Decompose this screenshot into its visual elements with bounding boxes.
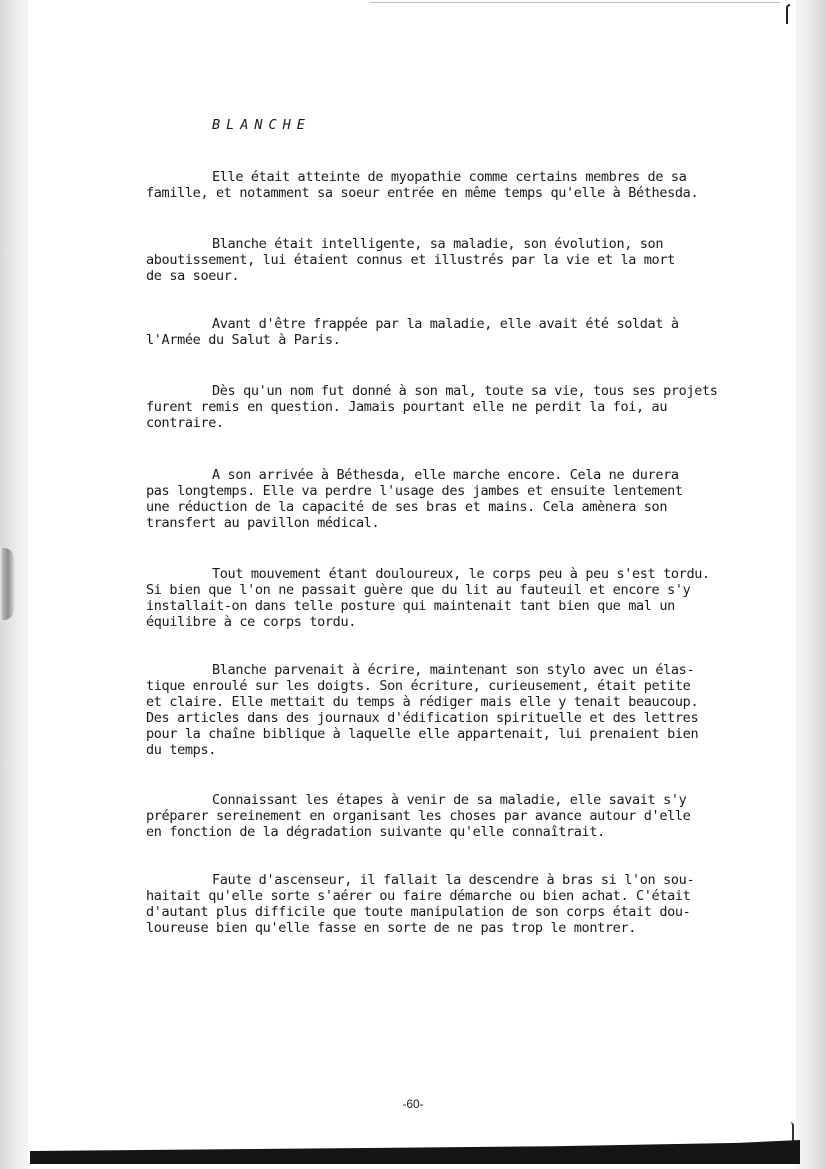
text-line: en fonction de la dégradation suivante qu'elle connaîtrait. — [146, 824, 605, 840]
scan-bottom-shadow — [30, 1140, 800, 1164]
text-line: haitait qu'elle sorte s'aérer ou faire démarche ou bien achat. C'était — [146, 888, 691, 904]
text-line: A son arrivée à Béthesda, elle marche encore. Cela ne durera — [212, 467, 679, 483]
text-line: Blanche parvenait à écrire, maintenant son stylo avec un élas- — [212, 662, 695, 678]
page-number: -60- — [402, 1097, 424, 1111]
paragraph-7 — [146, 662, 776, 758]
text-line: préparer sereinement en organisant les choses par avance autour d'elle — [146, 808, 691, 824]
text-line: Blanche était intelligente, sa maladie, son évolution, son — [212, 236, 664, 252]
text-line: Tout mouvement étant douloureux, le corps peu à peu s'est tordu. — [212, 566, 710, 582]
text-line: pas longtemps. Elle va perdre l'usage des jambes et ensuite lentement — [146, 483, 683, 499]
scan-corner-mark — [786, 4, 790, 24]
paragraph-8 — [146, 792, 776, 840]
text-line: Dès qu'un nom fut donné à son mal, toute sa vie, tous ses projets — [212, 383, 718, 399]
text-line: famille, et notamment sa soeur entrée en même temps qu'elle à Béthesda. — [146, 185, 699, 201]
text-line: du temps. — [146, 742, 216, 758]
text-line: Si bien que l'on ne passait guère que du lit au fauteuil et encore s'y — [146, 582, 691, 598]
scan-corner-mark-bottom — [790, 1122, 794, 1142]
text-line: installait-on dans telle posture qui maintenait tant bien que mal un — [146, 598, 675, 614]
text-line: de sa soeur. — [146, 268, 240, 284]
text-line: d'autant plus difficile que toute manipulation de son corps était dou- — [146, 904, 691, 920]
text-line: pour la chaîne biblique à laquelle elle appartenait, lui prenaient bien — [146, 726, 699, 742]
text-line: aboutissement, lui étaient connus et illustrés par la vie et la mort — [146, 252, 675, 268]
text-line: Elle était atteinte de myopathie comme certains membres de sa — [212, 169, 687, 185]
text-line: contraire. — [146, 415, 224, 431]
scan-edge-right — [796, 0, 826, 1169]
text-line: et claire. Elle mettait du temps à rédiger mais elle y tenait beaucoup. — [146, 694, 699, 710]
text-line: transfert au pavillon médical. — [146, 515, 380, 531]
text-line: furent remis en question. Jamais pourtant elle ne perdit la foi, au — [146, 399, 668, 415]
paragraph-3 — [146, 316, 776, 348]
paragraph-4 — [146, 383, 776, 431]
text-line: loureuse bien qu'elle fasse en sorte de ne pas trop le montrer. — [146, 920, 636, 936]
text-line: tique enroulé sur les doigts. Son écriture, curieusement, était petite — [146, 678, 691, 694]
text-line: équilibre à ce corps tordu. — [146, 614, 356, 630]
paragraph-2 — [146, 236, 776, 284]
scan-top-rule — [370, 2, 780, 3]
text-line: Des articles dans des journaux d'édification spirituelle et des lettres — [146, 710, 699, 726]
text-line: Connaissant les étapes à venir de sa maladie, elle savait s'y — [212, 792, 687, 808]
text-line: Avant d'être frappée par la maladie, elle avait été soldat à — [212, 316, 679, 332]
page-title: BLANCHE — [212, 117, 311, 133]
paragraph-6 — [146, 566, 776, 630]
binder-hole-mark — [2, 548, 14, 620]
paragraph-9 — [146, 872, 776, 936]
text-line: une réduction de la capacité de ses bras et mains. Cela amènera son — [146, 499, 668, 515]
paragraph-5 — [146, 467, 776, 531]
paragraph-1 — [146, 169, 776, 201]
text-line: l'Armée du Salut à Paris. — [146, 332, 341, 348]
text-line: Faute d'ascenseur, il fallait la descendre à bras si l'on sou- — [212, 872, 695, 888]
